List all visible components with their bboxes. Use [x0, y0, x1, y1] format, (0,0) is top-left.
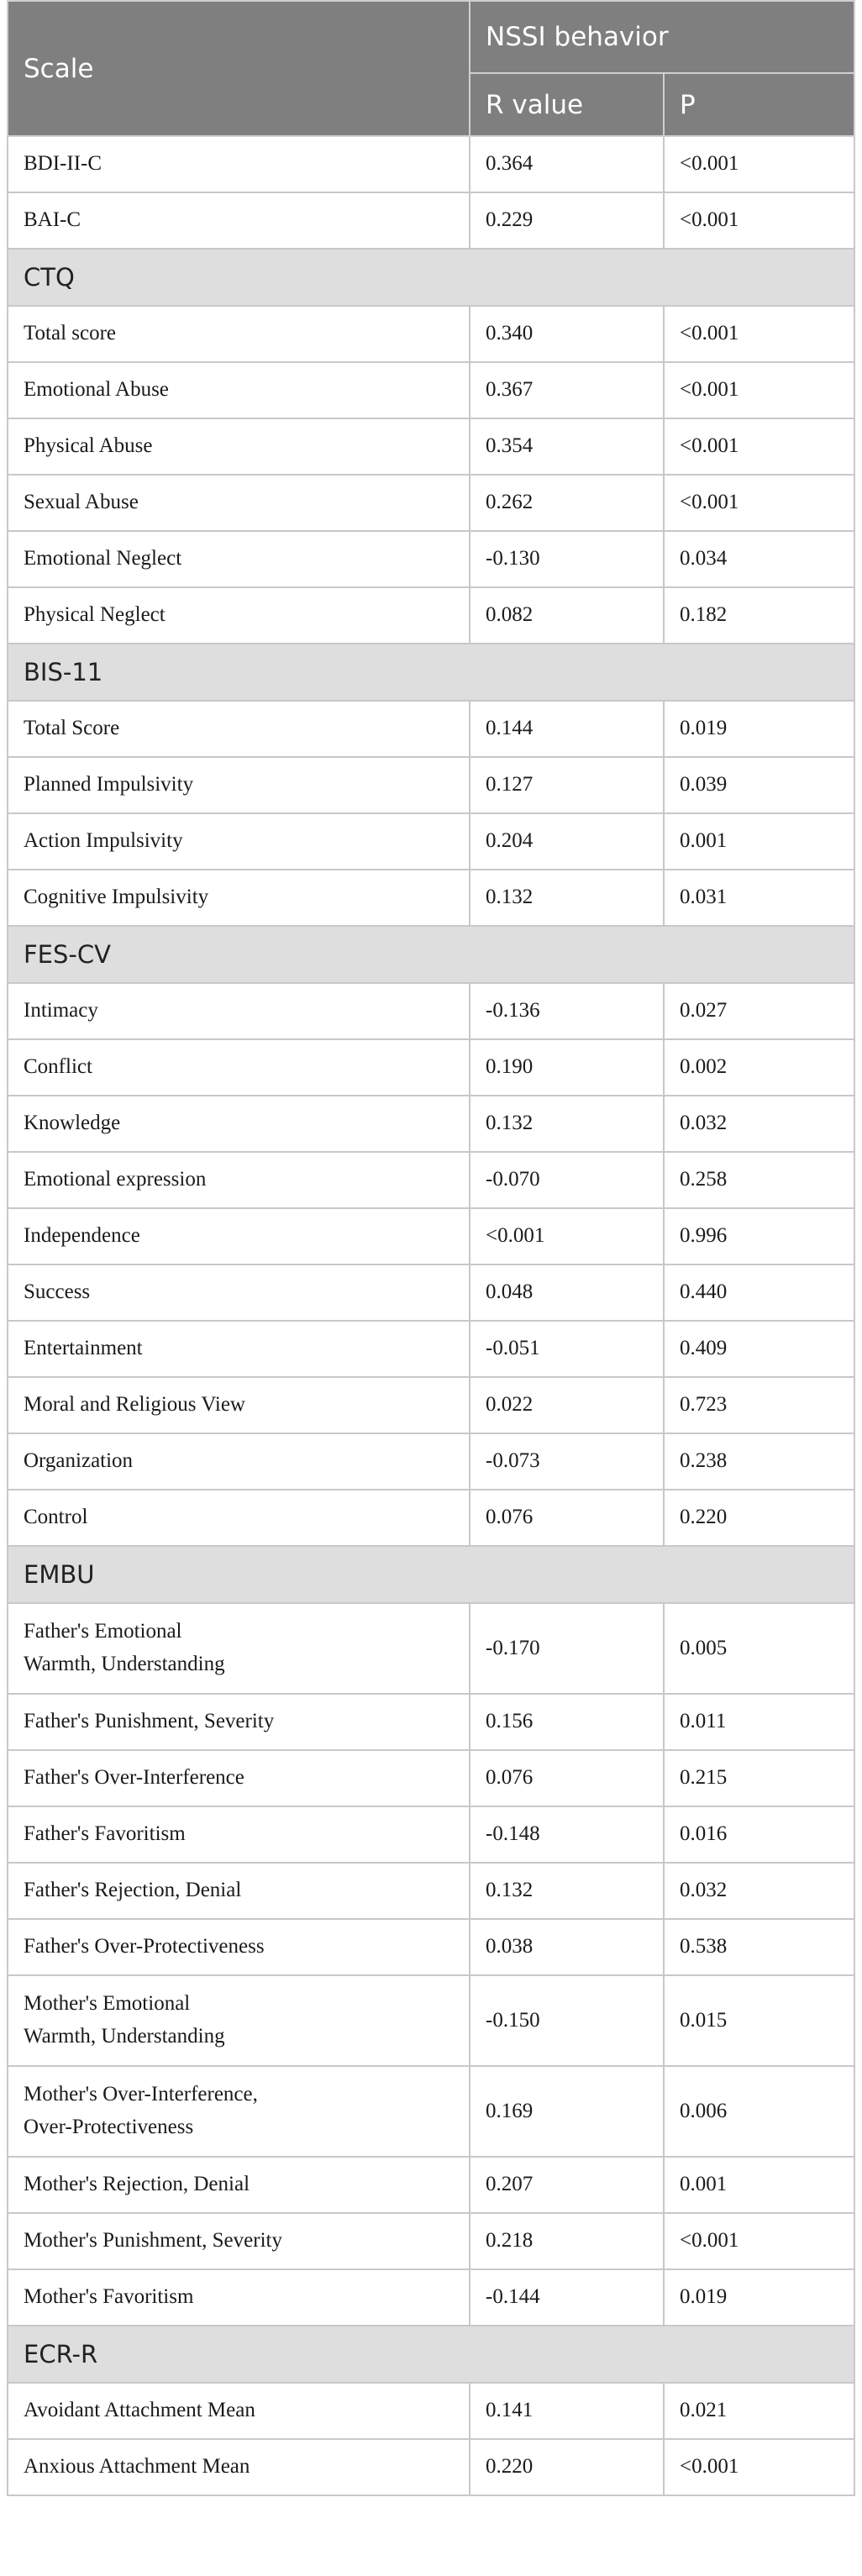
p-value-cell: 0.723: [664, 1377, 854, 1433]
scale-cell: [8, 1603, 470, 1694]
scale-cell: Organization: [8, 1433, 470, 1490]
r-value-cell: -0.170: [470, 1603, 664, 1694]
scale-cell: Mother's Rejection, Denial: [8, 2157, 470, 2213]
table-row: [8, 475, 854, 531]
scale-cell-line: Mother's Emotional: [24, 1992, 191, 2016]
r-value-cell: -0.130: [470, 531, 664, 587]
scale-cell: Conflict: [8, 1039, 470, 1096]
p-column-header: P: [664, 73, 854, 136]
r-value-column-header: R value: [470, 73, 664, 136]
scale-cell: Anxious Attachment Mean: [8, 2439, 470, 2495]
p-value-cell: <0.001: [664, 418, 854, 475]
table-row: [8, 1321, 854, 1377]
scale-cell: Father's Favoritism: [8, 1806, 470, 1863]
table-row: [8, 1919, 854, 1975]
p-value-cell: <0.001: [664, 192, 854, 249]
scale-cell-line: Warmth, Understanding: [24, 1653, 225, 1675]
scale-cell: Father's Over-Protectiveness: [8, 1919, 470, 1975]
r-value-cell: -0.136: [470, 983, 664, 1039]
p-value-cell: 0.006: [664, 2066, 854, 2157]
p-value-cell: 0.538: [664, 1919, 854, 1975]
p-value-cell: 0.001: [664, 813, 854, 870]
p-value-cell: 0.238: [664, 1433, 854, 1490]
table-row: [8, 1264, 854, 1321]
table-body: [8, 136, 854, 2495]
table-row: [8, 1863, 854, 1919]
table-row: [8, 1975, 854, 2066]
scale-cell: Total Score: [8, 701, 470, 757]
scale-cell: Father's Punishment, Severity: [8, 1694, 470, 1750]
r-value-cell: 0.367: [470, 362, 664, 418]
scale-cell: [8, 1975, 470, 2066]
correlation-table: [7, 0, 854, 2496]
p-value-cell: <0.001: [664, 136, 854, 192]
scale-cell: Emotional expression: [8, 1152, 470, 1208]
table-row: [8, 2157, 854, 2213]
scale-column-header: Scale: [8, 1, 470, 136]
scale-cell-line: Father's Emotional: [24, 1620, 182, 1643]
scale-cell: Control: [8, 1490, 470, 1546]
scale-cell: BAI-C: [8, 192, 470, 249]
table-row: [8, 418, 854, 475]
scale-cell-line: Over-Protectiveness: [24, 2116, 194, 2138]
r-value-cell: 0.354: [470, 418, 664, 475]
scale-cell: Physical Abuse: [8, 418, 470, 475]
table-row: [8, 813, 854, 870]
scale-cell: Mother's Favoritism: [8, 2269, 470, 2326]
r-value-cell: 0.132: [470, 1863, 664, 1919]
table-row: [8, 1208, 854, 1264]
p-value-cell: 0.215: [664, 1750, 854, 1806]
table-row: [8, 531, 854, 587]
table-row: [8, 1490, 854, 1546]
p-value-cell: 0.011: [664, 1694, 854, 1750]
p-value-cell: 0.001: [664, 2157, 854, 2213]
p-value-cell: <0.001: [664, 362, 854, 418]
table-row: [8, 1377, 854, 1433]
r-value-cell: 0.169: [470, 2066, 664, 2157]
table-row: [8, 2383, 854, 2439]
table-row: [8, 983, 854, 1039]
section-label: EMBU: [8, 1546, 854, 1603]
r-value-cell: 0.144: [470, 701, 664, 757]
scale-cell: Cognitive Impulsivity: [8, 870, 470, 926]
table-row: [8, 192, 854, 249]
section-label: BIS-11: [8, 644, 854, 701]
scale-cell: Planned Impulsivity: [8, 757, 470, 813]
p-value-cell: 0.019: [664, 2269, 854, 2326]
r-value-cell: 0.127: [470, 757, 664, 813]
scale-cell: Emotional Abuse: [8, 362, 470, 418]
section-row: [8, 1546, 854, 1603]
table-row: [8, 587, 854, 644]
table-row: [8, 870, 854, 926]
r-value-cell: -0.073: [470, 1433, 664, 1490]
r-value-cell: 0.204: [470, 813, 664, 870]
r-value-cell: <0.001: [470, 1208, 664, 1264]
p-value-cell: 0.182: [664, 587, 854, 644]
p-value-cell: 0.032: [664, 1096, 854, 1152]
header-row-1: [8, 1, 854, 73]
r-value-cell: 0.076: [470, 1750, 664, 1806]
r-value-cell: 0.038: [470, 1919, 664, 1975]
p-value-cell: 0.440: [664, 1264, 854, 1321]
r-value-cell: -0.144: [470, 2269, 664, 2326]
r-value-cell: -0.051: [470, 1321, 664, 1377]
r-value-cell: 0.132: [470, 870, 664, 926]
scale-cell-line: Warmth, Understanding: [24, 2025, 225, 2048]
p-value-cell: 0.409: [664, 1321, 854, 1377]
r-value-cell: -0.148: [470, 1806, 664, 1863]
scale-cell: Emotional Neglect: [8, 531, 470, 587]
p-value-cell: 0.220: [664, 1490, 854, 1546]
scale-cell: Father's Over-Interference: [8, 1750, 470, 1806]
scale-cell: Moral and Religious View: [8, 1377, 470, 1433]
nssi-correlation-table: [7, 0, 855, 2496]
scale-cell: Mother's Punishment, Severity: [8, 2213, 470, 2269]
table-header: [8, 1, 854, 136]
scale-cell: Physical Neglect: [8, 587, 470, 644]
table-row: [8, 1750, 854, 1806]
scale-cell: Independence: [8, 1208, 470, 1264]
table-row: [8, 1152, 854, 1208]
p-value-cell: 0.021: [664, 2383, 854, 2439]
r-value-cell: -0.070: [470, 1152, 664, 1208]
r-value-cell: 0.022: [470, 1377, 664, 1433]
r-value-cell: 0.076: [470, 1490, 664, 1546]
table-row: [8, 1096, 854, 1152]
scale-cell: Total score: [8, 306, 470, 362]
scale-cell: Success: [8, 1264, 470, 1321]
section-row: [8, 926, 854, 983]
r-value-cell: 0.340: [470, 306, 664, 362]
p-value-cell: 0.016: [664, 1806, 854, 1863]
table-row: [8, 136, 854, 192]
table-row: [8, 1603, 854, 1694]
section-row: [8, 249, 854, 306]
scale-cell: Entertainment: [8, 1321, 470, 1377]
table-row: [8, 306, 854, 362]
section-label: CTQ: [8, 249, 854, 306]
p-value-cell: 0.005: [664, 1603, 854, 1694]
r-value-cell: 0.364: [470, 136, 664, 192]
p-value-cell: 0.996: [664, 1208, 854, 1264]
scale-cell: Knowledge: [8, 1096, 470, 1152]
r-value-cell: 0.132: [470, 1096, 664, 1152]
scale-cell: BDI-II-C: [8, 136, 470, 192]
scale-cell: [8, 2066, 470, 2157]
r-value-cell: 0.156: [470, 1694, 664, 1750]
section-label: FES-CV: [8, 926, 854, 983]
r-value-cell: 0.218: [470, 2213, 664, 2269]
p-value-cell: <0.001: [664, 2439, 854, 2495]
table-row: [8, 2269, 854, 2326]
r-value-cell: 0.220: [470, 2439, 664, 2495]
table-row: [8, 1039, 854, 1096]
p-value-cell: <0.001: [664, 2213, 854, 2269]
table-row: [8, 701, 854, 757]
p-value-cell: 0.034: [664, 531, 854, 587]
scale-cell: Sexual Abuse: [8, 475, 470, 531]
p-value-cell: 0.019: [664, 701, 854, 757]
table-row: [8, 2213, 854, 2269]
r-value-cell: 0.190: [470, 1039, 664, 1096]
r-value-cell: 0.229: [470, 192, 664, 249]
table-row: [8, 1433, 854, 1490]
r-value-cell: -0.150: [470, 1975, 664, 2066]
p-value-cell: 0.031: [664, 870, 854, 926]
table-row: [8, 1694, 854, 1750]
table-row: [8, 1806, 854, 1863]
r-value-cell: 0.207: [470, 2157, 664, 2213]
r-value-cell: 0.141: [470, 2383, 664, 2439]
scale-cell: Intimacy: [8, 983, 470, 1039]
p-value-cell: 0.039: [664, 757, 854, 813]
scale-cell: Father's Rejection, Denial: [8, 1863, 470, 1919]
r-value-cell: 0.262: [470, 475, 664, 531]
section-label: ECR-R: [8, 2326, 854, 2383]
p-value-cell: 0.002: [664, 1039, 854, 1096]
p-value-cell: 0.027: [664, 983, 854, 1039]
section-row: [8, 2326, 854, 2383]
p-value-cell: 0.015: [664, 1975, 854, 2066]
nssi-behavior-header: NSSI behavior: [470, 1, 854, 73]
r-value-cell: 0.048: [470, 1264, 664, 1321]
table-row: [8, 2066, 854, 2157]
p-value-cell: 0.258: [664, 1152, 854, 1208]
r-value-cell: 0.082: [470, 587, 664, 644]
section-row: [8, 644, 854, 701]
p-value-cell: 0.032: [664, 1863, 854, 1919]
scale-cell-line: Mother's Over-Interference,: [24, 2083, 258, 2106]
table-row: [8, 362, 854, 418]
table-row: [8, 757, 854, 813]
table-row: [8, 2439, 854, 2495]
scale-cell: Avoidant Attachment Mean: [8, 2383, 470, 2439]
p-value-cell: <0.001: [664, 475, 854, 531]
scale-cell: Action Impulsivity: [8, 813, 470, 870]
p-value-cell: <0.001: [664, 306, 854, 362]
